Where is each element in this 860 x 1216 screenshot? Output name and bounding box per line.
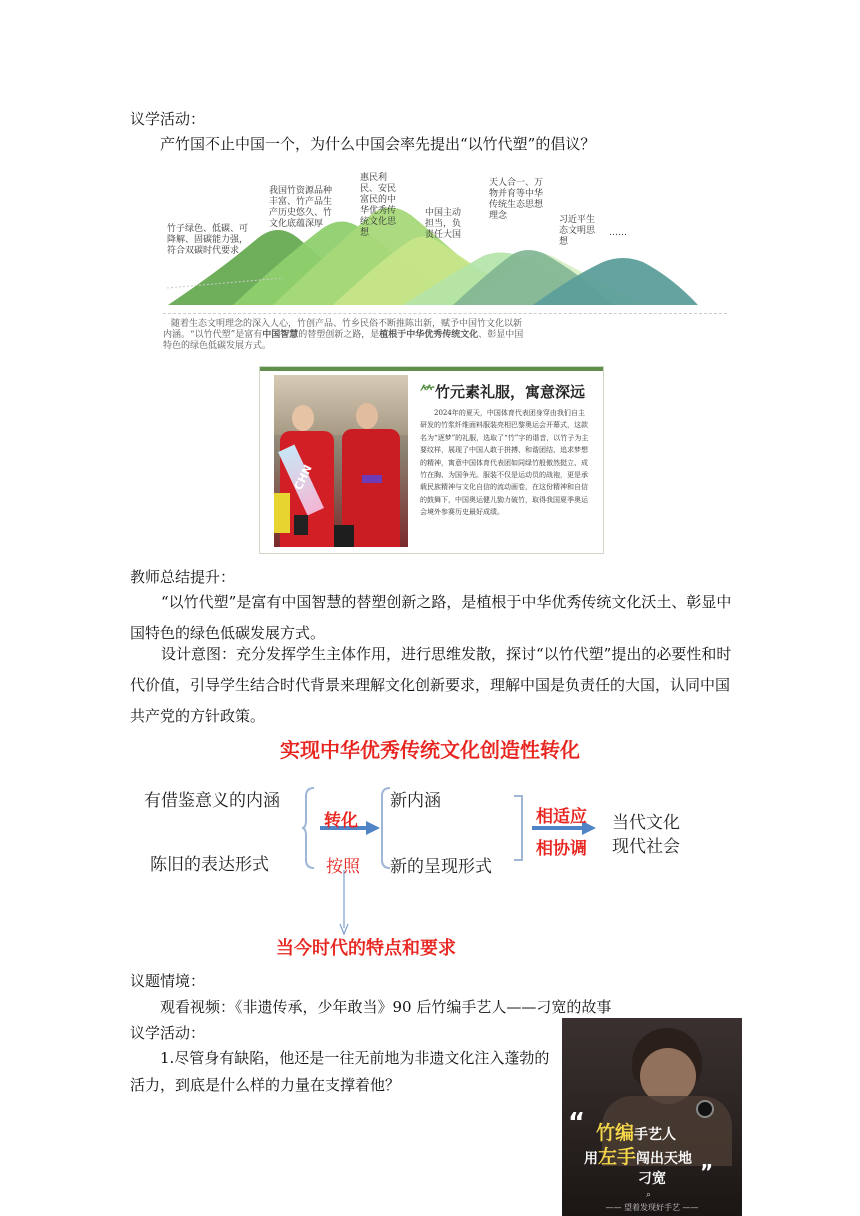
athletes-photo xyxy=(274,375,408,547)
activity-question-2-line1: 1.尽管身有缺陷，他还是一往无前地为非遗文化注入蓬勃的 xyxy=(160,1049,550,1067)
poster-line3: 刁宽 xyxy=(638,1171,666,1187)
athlete-1-head xyxy=(292,405,314,431)
watch-icon xyxy=(696,1100,714,1118)
figure-label-ellipsis: …… xyxy=(609,228,627,238)
activity-question-2-line2: 活力，到底是什么样的力量在支撑着他？ xyxy=(130,1076,401,1094)
design-intent-text: 设计意图：充分发挥学生主体作用，进行思维发散，探讨“以竹代塑”提出的必要性和时代价值，引导学生结合时代背景来理解文化创新要求，理解中国是负责任的大国，认同中国共产党的方针政策。 xyxy=(130,645,732,725)
panel-body: 2024年的夏天，中国体育代表团身穿由我们自主研发的竹浆纤维面料服装亮相巴黎奥运会开幕式，这款名为“逐梦”的礼服，选取了“竹”字的谐音，以竹子为主要纹样，展现了中国人敢于拼搏、和谐团结、追求梦想的精神，寓意中国体育代表团如同绿竹般傲然挺立、成竹在胸、为国争光。服装不仅是运动员的战袍，更是承载民族精神与文化自信的流动画卷，在这份精神和自信的鼓舞下，中国奥运健儿勠力破竹，取得我国夏季奥运会境外参赛历史最好成绩。 xyxy=(420,409,589,517)
situation-label: 议题情境： xyxy=(130,972,206,990)
figure-label-4: 中国主动担当，负责任大国 xyxy=(425,208,462,240)
sash-text: CHN xyxy=(291,462,315,493)
diagram-bottom: 当今时代的特点和要求 xyxy=(276,938,456,959)
arrow-label-according: 按照 xyxy=(326,857,360,877)
photo-panel xyxy=(259,366,604,554)
athlete-2-head xyxy=(356,403,378,429)
activity-label: 议学活动： xyxy=(130,110,206,128)
flag xyxy=(274,493,290,533)
activity-question: 产竹国不止中国一个，为什么中国会率先提出“以竹代塑”的倡议？ xyxy=(160,135,596,153)
diagram-title: 实现中华优秀传统文化创造性转化 xyxy=(280,738,580,762)
poster-line2: 用左手闯出天地 xyxy=(584,1146,693,1168)
figure-label-3: 惠民利民、安民富民的中华优秀传统文化思想 xyxy=(360,173,397,238)
figure-label-1: 竹子绿色、低碳、可降解、固碳能力强，符合双碳时代要求 xyxy=(167,224,249,256)
panel-title: ⺮竹元素礼服，寓意深远 xyxy=(420,383,586,401)
diagram-target-2: 现代社会 xyxy=(612,837,680,857)
teacher-summary-text: “以竹代塑”是富有中国智慧的替塑创新之路，是植根于中华优秀传统文化沃土、彰显中国特色的绿色低碳发展方式。 xyxy=(130,593,732,642)
figure-label-6: 习近平生态文明思想 xyxy=(559,215,596,247)
diagram-mid-top: 新内涵 xyxy=(390,791,441,811)
activity-label-2: 议学活动： xyxy=(130,1024,206,1042)
poster-footer: —— 望着发现好手艺 —— xyxy=(605,1203,699,1212)
situation-text: 观看视频：《非遗传承，少年敢当》90 后竹编手艺人——刁宽的故事 xyxy=(160,998,612,1016)
diagram-mid-bottom: 新的呈现形式 xyxy=(390,857,492,877)
poster-line1: 竹编手艺人 xyxy=(596,1122,677,1144)
bamboo-icon: ⺮ xyxy=(420,383,436,401)
search-icon: ⌕ xyxy=(646,1190,652,1200)
right-label-coordinate: 相协调 xyxy=(536,839,587,859)
arrow-label-transform: 转化 xyxy=(324,811,358,831)
figure-caption-line2: 内涵。“以竹代塑”是富有中国智慧的替塑创新之路，是植根于中华优秀传统文化、彰显中国 xyxy=(163,330,524,340)
transformation-diagram xyxy=(120,728,740,968)
teacher-summary-label: 教师总结提升： xyxy=(130,568,236,586)
poster-open-quote: “ xyxy=(568,1108,586,1138)
figure-caption-line3: 特色的绿色低碳发展方式。 xyxy=(163,341,272,351)
mountain-figure xyxy=(163,158,727,354)
video-poster[interactable] xyxy=(562,1018,742,1216)
right-bracket xyxy=(504,782,604,874)
right-label-adapt: 相适应 xyxy=(536,807,587,827)
figure-caption-line1: 随着生态文明理念的深入人心，竹创产品、竹乡民俗不断推陈出新，赋予中国竹文化以新 xyxy=(171,319,523,329)
diagram-left-bottom: 陈旧的表达形式 xyxy=(150,855,269,875)
figure-label-2: 我国竹资源品种丰富、竹产品生产历史悠久、竹文化底蕴深厚 xyxy=(269,186,333,229)
diagram-target-1: 当代文化 xyxy=(612,813,680,833)
diagram-left-top: 有借鉴意义的内涵 xyxy=(144,791,280,811)
down-arrow xyxy=(338,870,350,936)
figure-label-5: 天人合一、万物并育等中华传统生态思想理念 xyxy=(489,178,544,221)
poster-close-quote: ” xyxy=(700,1160,714,1184)
